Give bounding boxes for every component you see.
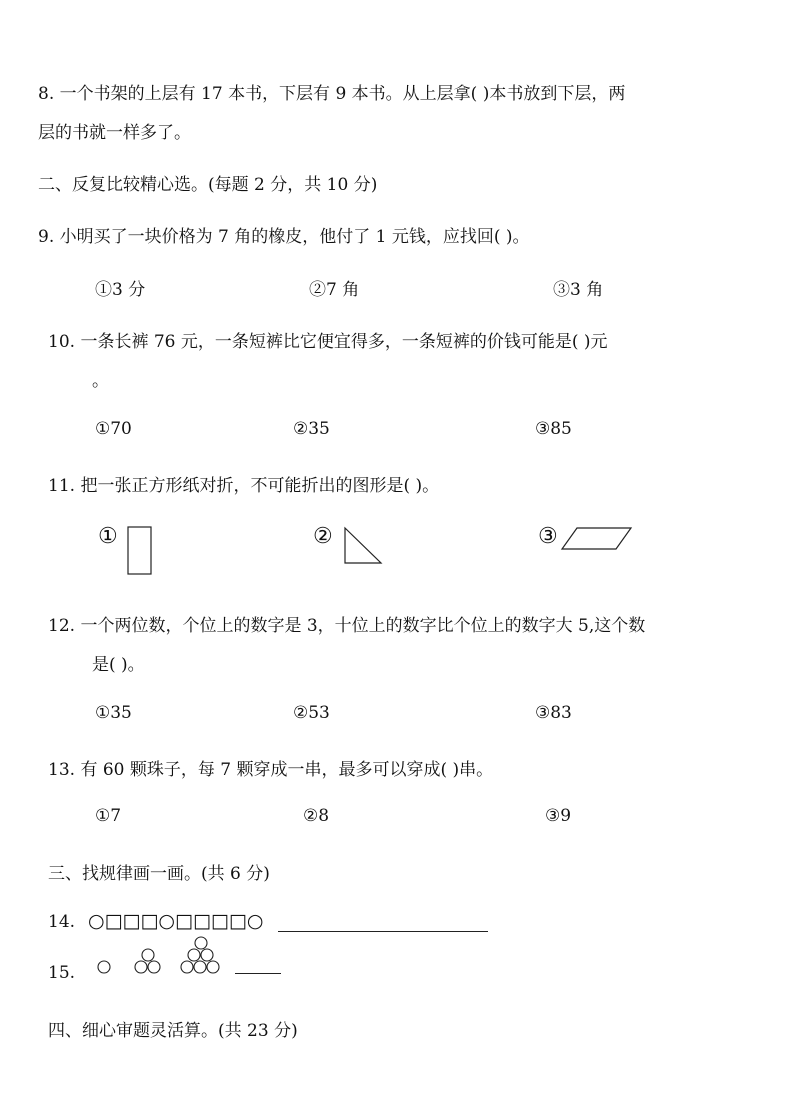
q15-answer-line[interactable] xyxy=(235,973,281,974)
q11-label-1: ① xyxy=(98,524,118,549)
q10-line2: 。 xyxy=(92,371,109,391)
q12-option-2: ②53 xyxy=(293,703,330,723)
q9-option-2: ②7 角 xyxy=(309,280,360,300)
q13-option-2: ②8 xyxy=(303,806,330,826)
q12-option-1: ①35 xyxy=(95,703,132,723)
q8-line1: 8. 一个书架的上层有 17 本书，下层有 9 本书。从上层拿( )本书放到下层，两 xyxy=(38,84,626,104)
q11-text: 11. 把一张正方形纸对折，不可能折出的图形是( )。 xyxy=(48,476,440,496)
q13-text: 13. 有 60 颗珠子，每 7 颗穿成一串，最多可以穿成( )串。 xyxy=(48,760,494,780)
q13-option-1: ①7 xyxy=(95,806,122,826)
right-triangle-shape xyxy=(344,527,384,565)
q11-label-2: ② xyxy=(313,524,333,549)
q10-option-2: ②35 xyxy=(293,419,330,439)
q10-line1: 10. 一条长裤 76 元，一条短裤比它便宜得多，一条短裤的价钱可能是( )元 xyxy=(48,332,608,352)
q9-option-1: ①3 分 xyxy=(95,280,146,300)
q14-pattern: ○□□□○□□□□○ xyxy=(88,910,264,932)
q14-number: 14. xyxy=(48,912,76,932)
circle-icon xyxy=(188,949,200,961)
q14-answer-line[interactable] xyxy=(278,931,488,932)
section4-title: 四、细心审题灵活算。(共 23 分) xyxy=(48,1021,298,1041)
circle-icon xyxy=(181,961,193,973)
q12-line1: 12. 一个两位数，个位上的数字是 3，十位上的数字比个位上的数字大 5,这个数 xyxy=(48,616,646,636)
circle-icon xyxy=(148,961,160,973)
parallelogram-shape xyxy=(561,527,633,551)
q12-line2: 是( )。 xyxy=(92,655,145,675)
q10-option-1: ①70 xyxy=(95,419,132,439)
circle-icon xyxy=(194,961,206,973)
section3-title: 三、找规律画一画。(共 6 分) xyxy=(48,864,270,884)
section2-title: 二、反复比较精心选。(每题 2 分，共 10 分) xyxy=(38,175,378,195)
circle-icon xyxy=(135,961,147,973)
rectangle-shape xyxy=(127,526,153,576)
q9-text: 9. 小明买了一块价格为 7 角的橡皮，他付了 1 元钱，应找回( )。 xyxy=(38,227,530,247)
circle-icon xyxy=(142,949,154,961)
q15-number: 15. xyxy=(48,963,76,983)
q9-option-3: ③3 角 xyxy=(553,280,604,300)
q12-option-3: ③83 xyxy=(535,703,572,723)
circle-icon xyxy=(201,949,213,961)
circle-icon xyxy=(195,937,207,949)
q15-circle-pattern xyxy=(96,935,276,977)
q10-option-3: ③85 xyxy=(535,419,572,439)
q13-option-3: ③9 xyxy=(545,806,572,826)
circle-icon xyxy=(98,961,110,973)
q8-line2: 层的书就一样多了。 xyxy=(38,123,191,143)
circle-icon xyxy=(207,961,219,973)
q11-label-3: ③ xyxy=(538,524,558,549)
